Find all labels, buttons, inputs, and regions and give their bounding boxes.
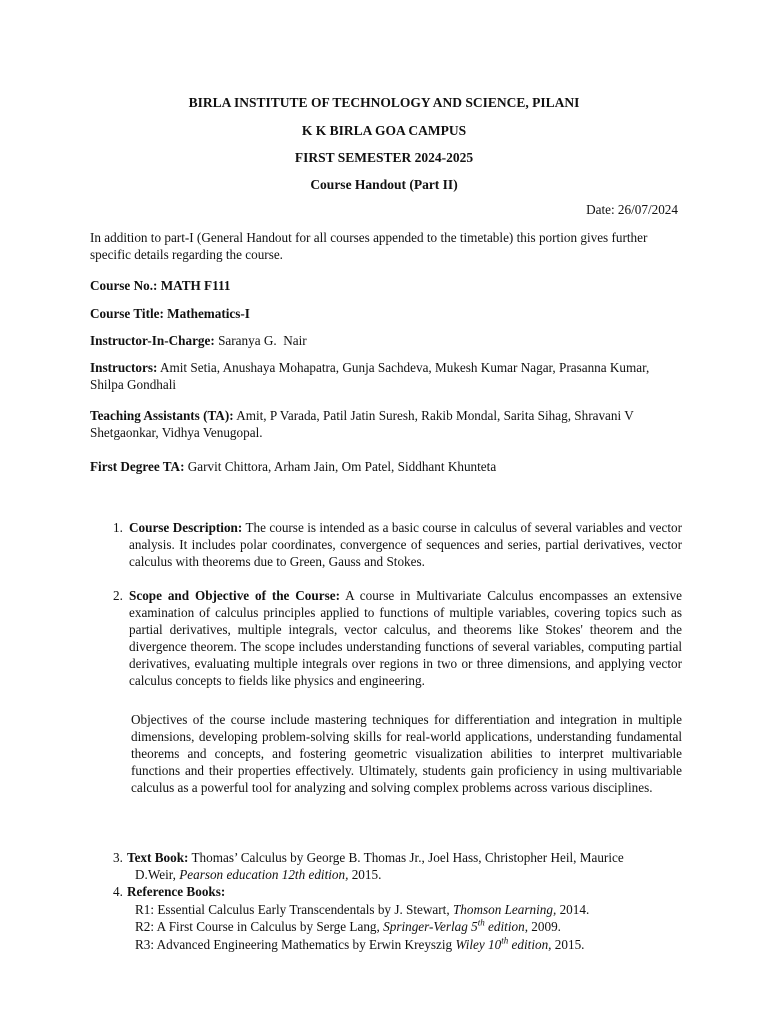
s2-label: Scope and Objective of the Course: xyxy=(129,588,340,603)
course-no-label: Course No.: xyxy=(90,278,158,293)
instructors-label: Instructors: xyxy=(90,360,158,375)
semester: FIRST SEMESTER 2024-2025 xyxy=(294,150,474,165)
r1-year: 2014. xyxy=(559,902,590,917)
ic-value: Saranya G. Nair xyxy=(218,333,307,348)
ta-label: Teaching Assistants (TA): xyxy=(90,408,234,423)
r2-year: , 2009. xyxy=(524,919,561,934)
r3-publisher-name: Wiley 10 xyxy=(455,937,502,952)
reference-r2 xyxy=(135,918,561,935)
course-no-value: MATH F111 xyxy=(160,278,231,293)
section-3-number: 3. xyxy=(113,850,123,865)
section-2-scope-objective xyxy=(129,587,682,689)
r1-publisher: Thomson Learning, xyxy=(452,902,557,917)
section-4-number: 4. xyxy=(113,884,123,899)
s3-year: 2015. xyxy=(351,867,382,882)
r2-text: R2: A First Course in Calculus by Serge Lang, xyxy=(135,919,380,934)
handout-date: Date: 26/07/2024 xyxy=(586,202,678,217)
r2-edition: edition xyxy=(488,919,525,934)
r2-publisher-name: Springer-Verlag 5 xyxy=(383,919,478,934)
s1-label: Course Description: xyxy=(129,520,243,535)
handout-title: Course Handout (Part II) xyxy=(310,177,458,192)
ic-label: Instructor-In-Charge: xyxy=(90,333,215,348)
fdta-value: Garvit Chittora, Arham Jain, Om Patel, Siddhant Khunteta xyxy=(187,459,497,474)
r2-sup: th xyxy=(477,917,485,928)
section-2-objectives: Objectives of the course include mastering techniques for differentiation and integration in multiple dimensions, developing problem-solving skills for real-world applications, understanding fundamental theorems and concepts, and fostering geometric visualization abilities to interpret multivariable functions and their properties effectively. Ultimately, students gain proficiency in using multivariable calculus as a powerful tool for analyzing and solving complex problems across various disciplines. xyxy=(131,712,682,795)
s3-text-a: Thomas’ Calculus by George B. Thomas Jr., Joel Hass, Christopher Heil, Maurice xyxy=(191,850,624,865)
reference-r1 xyxy=(135,901,589,918)
section-2-number: 2. xyxy=(113,588,123,603)
course-title-label: Course Title: xyxy=(90,306,164,321)
section-1-number: 1. xyxy=(113,520,123,535)
course-title-value: Mathematics-I xyxy=(167,306,250,321)
r3-text: R3: Advanced Engineering Mathematics by Erwin Kreyszig xyxy=(135,937,453,952)
instructor-in-charge xyxy=(90,332,685,349)
fdta-label: First Degree TA: xyxy=(90,459,185,474)
section-4-label xyxy=(127,883,225,900)
r3-edition: edition, xyxy=(511,937,552,952)
section-3-text-book xyxy=(127,849,624,866)
s3-text-b: D.Weir, xyxy=(135,867,176,882)
course-title xyxy=(90,305,685,322)
intro-paragraph: In addition to part-I (General Handout for all courses appended to the timetable) this portion gives further specific details regarding the course. xyxy=(90,230,648,262)
s3-label: Text Book: xyxy=(127,850,189,865)
r3-year: 2015. xyxy=(554,937,585,952)
section-1-course-description xyxy=(129,519,682,570)
institute-name: BIRLA INSTITUTE OF TECHNOLOGY AND SCIENCE, PILANI xyxy=(188,95,580,110)
reference-r3 xyxy=(135,936,584,953)
first-degree-ta xyxy=(90,458,685,475)
s4-label: Reference Books: xyxy=(127,884,226,899)
instructors xyxy=(90,359,685,393)
teaching-assistants xyxy=(90,407,685,441)
r2-publisher xyxy=(383,919,525,934)
r3-sup: th xyxy=(501,935,509,946)
r3-publisher xyxy=(455,937,551,952)
r1-text: R1: Essential Calculus Early Transcendentals by J. Stewart, xyxy=(135,902,450,917)
ta-value: Amit, P Varada, Patil Jatin Suresh, Rakib Mondal, Sarita Sihag, Shravani V Shetgaonkar, Vidhya Venugopal. xyxy=(90,408,634,440)
instructors-value: Amit Setia, Anushaya Mohapatra, Gunja Sachdeva, Mukesh Kumar Nagar, Prasanna Kumar, Shilpa Gondhali xyxy=(90,360,650,392)
section-3-text-book-cont xyxy=(135,866,381,883)
s2-text: A course in Multivariate Calculus encompasses an extensive examination of calculus principles applied to functions of multiple variables, covering topics such as partial derivatives, multiple integrals, vector calculus, and theorems like Stokes' theorem and the divergence theorem. The scope includes understanding functions of several variables, computing partial derivatives, evaluating multiple integrals over regions in two or three dimensions, and applying vector calculus concepts to fields like physics and engineering. xyxy=(129,588,683,688)
course-no xyxy=(90,277,685,294)
campus-name: K K BIRLA GOA CAMPUS xyxy=(301,123,467,138)
s3-publisher: Pearson education 12th edition, xyxy=(179,867,349,882)
s1-text: The course is intended as a basic course in calculus of several variables and vector analysis. It includes polar coordinates, convergence of sequences and series, partial derivatives, vector calculus with theorems due to Green, Gauss and Stokes. xyxy=(129,520,682,569)
